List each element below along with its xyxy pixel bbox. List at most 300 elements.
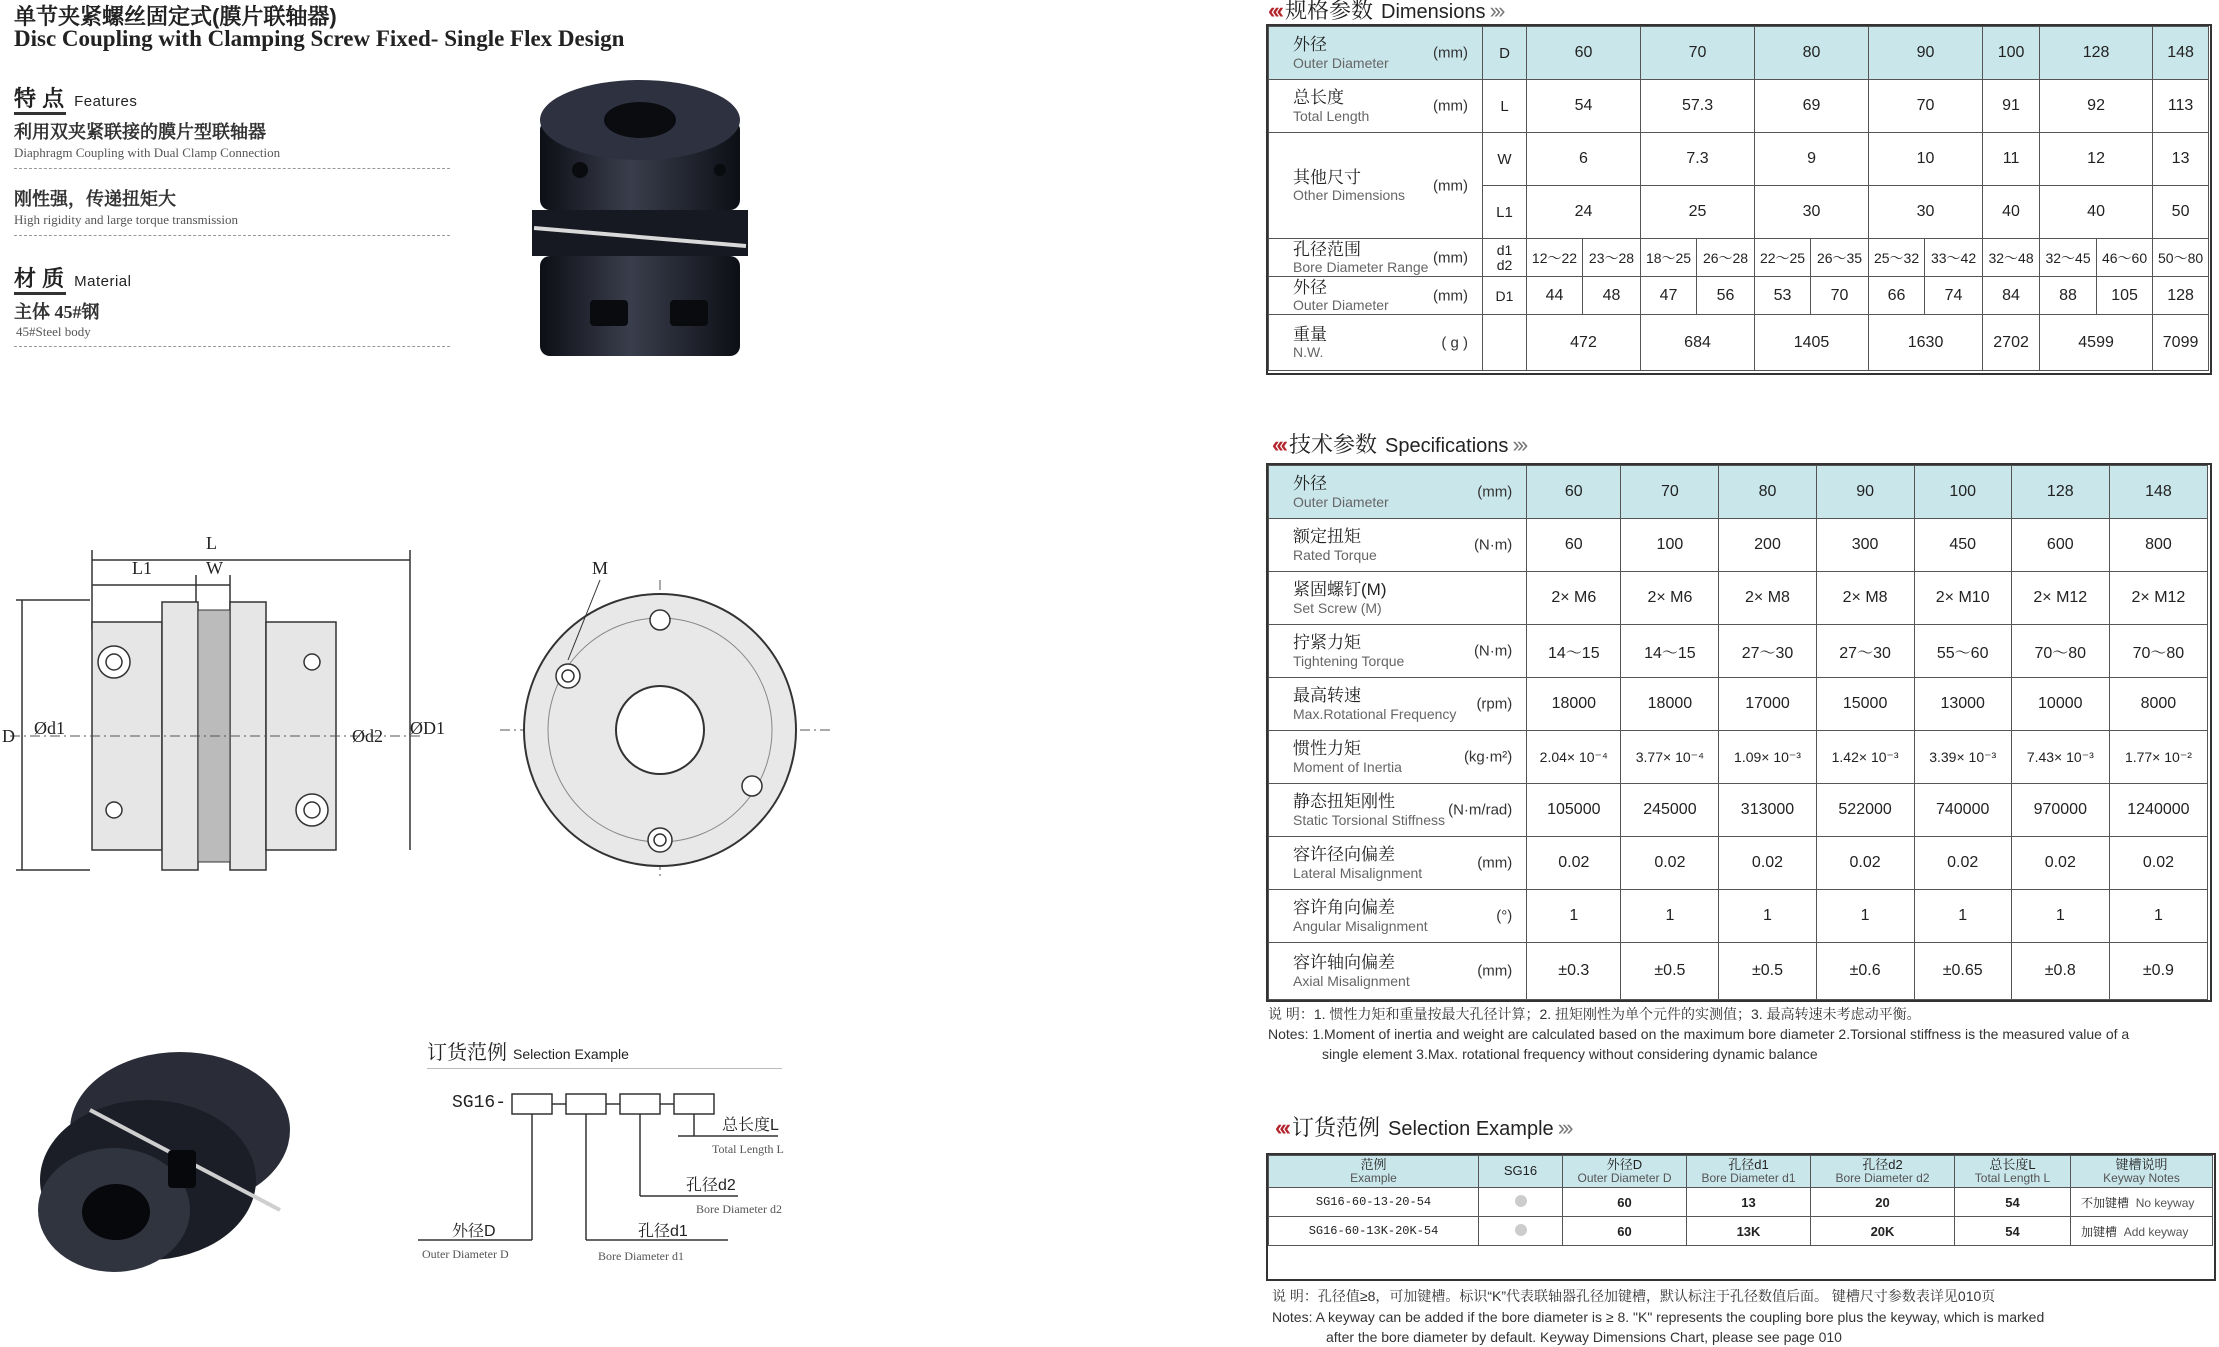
spec-cell: 245000 [1621,784,1719,837]
spec-cell: 105000 [1527,784,1621,837]
spec-label-en: Lateral Misalignment [1293,864,1423,881]
dim-bore-cell: 12～22 [1527,239,1583,277]
sel-label-d1-en: Bore Diameter d1 [598,1249,684,1263]
spec-label-cn: 额定扭矩 [1293,527,1361,547]
spec-row-label [1269,678,1527,731]
dim-D1-en: Outer Diameter [1293,297,1389,314]
sel-title-cn: 订货范例 [1291,1115,1380,1140]
dim-D1-cell: 88 [2040,277,2097,315]
spec-cell: 60 [1527,466,1621,519]
dim-length-cell: 54 [1527,80,1641,133]
spec-cell: 148 [2109,466,2207,519]
spec-cell: 70 [1621,466,1719,519]
dim-outer-sym: D [1483,27,1527,80]
dim-weight-cell: 1630 [1869,315,1983,371]
dim-length-cell: 113 [2153,80,2209,133]
dim-L1-cell: 24 [1527,186,1641,239]
spec-cell: ±0.5 [1621,943,1719,1000]
spec-cell: 2× M10 [1914,572,2011,625]
spec-cell: 70～80 [2109,625,2207,678]
dimensions-table [1268,26,2209,371]
spec-cell: 0.02 [1621,837,1719,890]
spec-label-unit: (rpm) [1476,695,1513,713]
spec-cell: 7.43× 10⁻³ [2011,731,2109,784]
spec-cell: 2× M8 [1816,572,1914,625]
dim-length-cn: 总长度 [1293,88,1344,108]
selection-row [1269,1188,2213,1217]
spec-row-label [1269,466,1527,519]
material-heading [14,262,131,293]
dim-outer-80: 80 [1755,27,1869,80]
spec-label-en: Outer Diameter [1293,493,1389,510]
dim-D1-cell: 84 [1983,277,2040,315]
dim-row-D1 [1269,277,2209,315]
dim-outer-cn: 外径 [1293,35,1327,55]
dim-outer-100: 100 [1983,27,2040,80]
sel-h-d1-cn: 孔径d1 [1728,1156,1769,1172]
spec-cell: 2.04× 10⁻⁴ [1527,731,1621,784]
dim-D1-sym: D1 [1483,277,1527,315]
sel-key-cn: 不加键槽 [2081,1195,2130,1210]
spec-cell: 1 [1816,890,1914,943]
sel-h-key-cn: 键槽说明 [2115,1156,2168,1172]
features-heading [14,82,137,113]
spec-cell: 200 [1719,519,1816,572]
dim-D1-cell: 74 [1925,277,1983,315]
dim-weight-cell: 4599 [2040,315,2153,371]
dim-other-cn: 其他尺寸 [1293,167,1361,187]
spec-cell: 1 [1719,890,1816,943]
dim-weight-cell: 684 [1641,315,1755,371]
title-en: Disc Coupling with Clamping Screw Fixed- Single Flex Design [14,26,625,51]
spec-label-en: Moment of Inertia [1293,758,1402,775]
feature-1-en: Diaphragm Coupling with Dual Clamp Connection [14,145,281,160]
spec-row [1269,784,2208,837]
dim-L1-cell: 50 [2153,186,2209,239]
sel-key-en: No keyway [2135,1195,2195,1210]
material-heading-en: Material [74,273,132,290]
spec-label-cn: 静态扭矩刚性 [1293,792,1395,812]
spec-row [1269,731,2208,784]
spec-cell: ±0.8 [2011,943,2109,1000]
dim-W-cell: 10 [1869,133,1983,186]
material-heading-cn: 材 质 [14,266,65,291]
sel-label-D-en: Outer Diameter D [422,1247,509,1261]
material-underline [14,292,66,295]
label-D: D [2,726,15,746]
spec-label-cn: 拧紧力矩 [1293,633,1361,653]
label-L1: L1 [132,558,152,578]
spec-label-unit: (N·m/rad) [1448,801,1513,819]
sel-label-d2-en: Bore Diameter d2 [696,1202,782,1216]
spec-row [1269,519,2208,572]
spec-cell: 313000 [1719,784,1816,837]
selection-left-title-cn: 订货范例 [427,1042,507,1064]
spec-label-en: Angular Misalignment [1293,917,1428,934]
sel-note-en-1 [1272,1307,2044,1327]
dimensions-title-cn: 规格参数 [1284,0,1373,23]
dimensions-arrows-right: ››› [1489,0,1503,23]
dim-D1-cell: 70 [1811,277,1869,315]
spec-cell: 128 [2011,466,2109,519]
spec-note-en-1 [1268,1024,2129,1044]
sel-example: SG16-60-13-20-54 [1269,1188,1479,1217]
dim-row-W [1269,133,2209,186]
spec-label-unit: (N·m) [1473,642,1513,660]
spec-title-cn: 技术参数 [1288,432,1377,457]
spec-cell: 3.77× 10⁻⁴ [1621,731,1719,784]
label-d1: Ød1 [34,718,65,738]
label-M: M [592,558,609,578]
spec-cell: 800 [2109,519,2207,572]
features-heading-cn: 特 点 [14,86,65,111]
spec-cell: 17000 [1719,678,1816,731]
dim-bore-sym1: d1 [1496,241,1513,258]
dim-outer-60: 60 [1527,27,1641,80]
dim-D1-cn: 外径 [1293,277,1327,297]
spec-cell: 1 [2011,890,2109,943]
dim-bore-cell: 32～45 [2040,239,2097,277]
dim-bore-cell: 25～32 [1869,239,1925,277]
sel-note-label: Notes: [1272,1309,1313,1325]
sel-h-example-en: Example [1350,1171,1397,1186]
spec-label-unit: (°) [1496,907,1513,925]
spec-row [1269,625,2208,678]
dim-W-cell: 6 [1527,133,1641,186]
dim-length-cell: 92 [2040,80,2153,133]
dim-D1-cell: 44 [1527,277,1583,315]
selection-left-title [427,1036,629,1065]
spec-cell: 2× M12 [2011,572,2109,625]
dim-bore-cell: 46～60 [2097,239,2153,277]
spec-label-cn: 最高转速 [1293,686,1361,706]
label-d2: Ød2 [352,726,383,746]
sel-label-d1-cn: 孔径d1 [638,1223,688,1240]
spec-row-label [1269,890,1527,943]
dim-bore-cell: 50～80 [2153,239,2209,277]
dim-bore-cell: 18～25 [1641,239,1697,277]
dimensions-heading [1268,0,1502,25]
dim-weight-cell: 472 [1527,315,1641,371]
spec-cell: 740000 [1914,784,2011,837]
dim-outer-128: 128 [2040,27,2153,80]
sel-d2: 20 [1811,1188,1955,1217]
spec-label-unit: (kg·m²) [1463,748,1513,766]
coupling-photo-angled [30,1040,300,1280]
sel-D: 60 [1563,1217,1687,1246]
sel-d1: 13K [1687,1217,1811,1246]
spec-row [1269,837,2208,890]
dim-length-cell: 91 [1983,80,2040,133]
label-W: W [206,558,223,578]
feature-2-en: High rigidity and large torque transmission [14,212,238,227]
selection-code: SG16- [452,1093,507,1113]
sel-d2: 20K [1811,1217,1955,1246]
feature-2-cn: 刚性强，传递扭矩大 [14,189,176,209]
spec-row-label [1269,519,1527,572]
spec-cell: ±0.65 [1914,943,2011,1000]
sel-key-en: Add keyway [2123,1224,2189,1239]
material-cn: 主体 45#钢 [14,302,100,322]
dim-other-en: Other Dimensions [1293,187,1406,204]
dim-L1-sym: L1 [1483,186,1527,239]
spec-label-en: Set Screw (M) [1293,599,1382,616]
dim-length-unit: (mm) [1433,97,1468,115]
dim-D1-cell: 66 [1869,277,1925,315]
dim-outer-90: 90 [1869,27,1983,80]
spec-cell: 1.42× 10⁻³ [1816,731,1914,784]
feature-1-cn: 利用双夹紧联接的膜片型联轴器 [14,122,266,142]
dim-outer-unit: (mm) [1433,44,1468,62]
spec-cell: 1 [1914,890,2011,943]
label-L: L [206,533,217,553]
selection-left-title-en: Selection Example [513,1046,629,1062]
dim-outer-en: Outer Diameter [1293,54,1389,71]
sel-h-key-en: Keyway Notes [2103,1171,2180,1186]
sel-h-example-cn: 范例 [1360,1156,1387,1172]
sel-dot [1515,1224,1527,1236]
spec-cell: 0.02 [2109,837,2207,890]
spec-label-unit: (mm) [1477,483,1513,501]
features-underline [14,112,66,115]
spec-cell: 1 [2109,890,2207,943]
spec-row-label [1269,625,1527,678]
dim-row-bore [1269,239,2209,277]
spec-cell: ±0.9 [2109,943,2207,1000]
sel-note-cn: 说 明：孔径值≥8，可加键槽。标识“K”代表联轴器孔径加键槽，默认标注于孔径数值后面。 键槽尺寸参数表详见010页 [1272,1288,1996,1304]
spec-cell: 100 [1914,466,2011,519]
sel-h-D-en: Outer Diameter D [1577,1171,1672,1186]
sel-dot [1515,1195,1527,1207]
spec-cell: 1240000 [2109,784,2207,837]
spec-note-en-line2: single element 3.Max. rotational frequency without considering dynamic balance [1322,1046,1818,1062]
sel-L: 54 [1955,1217,2071,1246]
spec-cell: 100 [1621,519,1719,572]
selection-right-heading [1275,1111,1571,1142]
spec-row-label [1269,731,1527,784]
spec-label-en: Tightening Torque [1293,652,1405,669]
spec-arrows-right: ››› [1512,432,1526,457]
sel-arrows-right: ››› [1557,1115,1571,1140]
spec-cell: 1 [1527,890,1621,943]
sel-title-en: Selection Example [1388,1118,1554,1140]
dim-W-cell: 7.3 [1641,133,1755,186]
spec-cell: 0.02 [1719,837,1816,890]
spec-note-label: Notes: [1268,1026,1309,1042]
specifications-table [1268,465,2208,1000]
spec-cell: 450 [1914,519,2011,572]
dim-other-unit: (mm) [1433,176,1468,194]
material-en: 45#Steel body [16,324,91,339]
spec-row-label [1269,943,1527,1000]
dim-bore-cell: 22～25 [1755,239,1811,277]
spec-cell: 60 [1527,519,1621,572]
spec-cell: 55～60 [1914,625,2011,678]
dim-bore-sym2: d2 [1496,256,1513,273]
spec-label-cn: 容许径向偏差 [1293,845,1395,865]
coupling-photo [520,60,760,370]
dim-row-outer [1269,27,2209,80]
spec-cell: 522000 [1816,784,1914,837]
specifications-heading [1272,428,1525,459]
spec-cell: 18000 [1621,678,1719,731]
dim-bore-unit: (mm) [1433,248,1468,266]
spec-label-en: Max.Rotational Frequency [1293,705,1457,722]
dim-bore-cell: 26～28 [1697,239,1755,277]
spec-label-en: Static Torsional Stiffness [1293,811,1446,828]
spec-note-en-line1: 1.Moment of inertia and weight are calculated based on the maximum bore diameter 2.Torsional stiffness is the measured value of a [1312,1026,2130,1042]
spec-cell: 27～30 [1816,625,1914,678]
sel-L: 54 [1955,1188,2071,1217]
spec-cell: ±0.5 [1719,943,1816,1000]
spec-cell: 0.02 [2011,837,2109,890]
dim-length-sym: L [1483,80,1527,133]
spec-cell: 0.02 [1527,837,1621,890]
spec-cell: 18000 [1527,678,1621,731]
spec-cell: 15000 [1816,678,1914,731]
spec-cell: 970000 [2011,784,2109,837]
spec-cell: 70～80 [2011,625,2109,678]
spec-cell: 2× M6 [1621,572,1719,625]
sel-label-L-en: Total Length L [712,1142,784,1156]
sel-h-L-en: Total Length L [1974,1171,2051,1186]
spec-label-unit: (mm) [1477,854,1513,872]
dim-W-sym: W [1483,133,1527,186]
spec-cell: 10000 [2011,678,2109,731]
dimensions-arrows-left: ‹‹‹ [1268,0,1281,23]
dim-weight-en: N.W. [1293,344,1324,361]
dim-length-cell: 69 [1755,80,1869,133]
dim-D1-cell: 56 [1697,277,1755,315]
dim-W-cell: 13 [2153,133,2209,186]
spec-label-cn: 容许角向偏差 [1293,898,1395,918]
spec-cell: ±0.6 [1816,943,1914,1000]
spec-cell: 27～30 [1719,625,1816,678]
dim-weight-unit: ( g ) [1441,333,1468,351]
dim-bore-cell: 32～48 [1983,239,2040,277]
dim-bore-cell: 23～28 [1583,239,1641,277]
spec-cell: 13000 [1914,678,2011,731]
features-heading-en: Features [74,93,138,110]
dim-length-cell: 57.3 [1641,80,1755,133]
selection-header-row [1269,1156,2213,1188]
spec-row [1269,572,2208,625]
dim-L1-cell: 40 [1983,186,2040,239]
spec-row-label [1269,572,1527,625]
dim-length-cell: 70 [1869,80,1983,133]
dim-L1-cell: 30 [1869,186,1983,239]
dim-L1-cell: 30 [1755,186,1869,239]
spec-cell: 14～15 [1621,625,1719,678]
front-view-drawing [500,560,830,890]
spec-cell: 2× M12 [2109,572,2207,625]
spec-cell: 2× M8 [1719,572,1816,625]
dim-bore-cn: 孔径范围 [1293,239,1361,259]
spec-row [1269,890,2208,943]
dim-W-cell: 11 [1983,133,2040,186]
sel-h-D-cn: 外径D [1606,1156,1643,1172]
sel-arrows-left: ‹‹‹ [1275,1115,1288,1140]
dim-W-cell: 9 [1755,133,1869,186]
spec-cell: 0.02 [1816,837,1914,890]
spec-cell: 2× M6 [1527,572,1621,625]
dim-D1-unit: (mm) [1433,286,1468,304]
spec-row-label [1269,837,1527,890]
spec-title-en: Specifications [1385,435,1509,457]
sel-label-d2-cn: 孔径d2 [686,1177,736,1194]
dim-weight-cell: 1405 [1755,315,1869,371]
dim-bore-cell: 26～35 [1811,239,1869,277]
sel-d1: 13 [1687,1188,1811,1217]
spec-cell: 8000 [2109,678,2207,731]
sel-h-d2-en: Bore Diameter d2 [1835,1171,1930,1186]
spec-label-unit: (mm) [1477,962,1513,980]
title-cn: 单节夹紧螺丝固定式(膜片联轴器) [14,4,337,29]
spec-label-cn: 惯性力矩 [1293,739,1361,759]
dim-row-weight [1269,315,2209,371]
sel-key-cn: 加键槽 [2081,1224,2118,1239]
dim-L1-cell: 40 [2040,186,2153,239]
divider [14,235,450,236]
dim-D1-cell: 53 [1755,277,1811,315]
sel-note-en-line2: after the bore diameter by default. Keyway Dimensions Chart, please see page 010 [1326,1329,1842,1345]
spec-row [1269,678,2208,731]
spec-cell: 14～15 [1527,625,1621,678]
sel-label-L-cn: 总长度L [722,1117,779,1134]
spec-cell: 300 [1816,519,1914,572]
side-view-drawing [0,530,430,890]
spec-note-cn: 说 明：1. 惯性力矩和重量按最大孔径计算；2. 扭矩刚性为单个元件的实测值；3. 最高转速未考虑动平衡。 [1268,1006,1921,1022]
spec-cell: 1 [1621,890,1719,943]
dim-length-en: Total Length [1293,107,1370,124]
sel-h-sg16: SG16 [1503,1163,1538,1179]
spec-label-en: Rated Torque [1293,546,1377,563]
spec-cell: 1.09× 10⁻³ [1719,731,1816,784]
spec-cell: 0.02 [1914,837,2011,890]
spec-label-unit: (N·m) [1473,536,1513,554]
dim-D1-cell: 128 [2153,277,2209,315]
sel-D: 60 [1563,1188,1687,1217]
dim-D1-cell: 48 [1583,277,1641,315]
sel-label-D-cn: 外径D [452,1223,496,1240]
spec-label-cn: 外径 [1293,474,1327,494]
sel-example: SG16-60-13K-20K-54 [1269,1217,1479,1246]
dim-L1-cell: 25 [1641,186,1755,239]
dim-weight-cell: 7099 [2153,315,2209,371]
dim-row-length [1269,80,2209,133]
dim-W-cell: 12 [2040,133,2153,186]
spec-cell: 1.77× 10⁻² [2109,731,2207,784]
selection-row [1269,1217,2213,1246]
spec-cell: ±0.3 [1527,943,1621,1000]
dim-weight-cn: 重量 [1293,324,1327,344]
dim-D1-cell: 47 [1641,277,1697,315]
divider [427,1068,782,1069]
dim-outer-70: 70 [1641,27,1755,80]
spec-cell: 3.39× 10⁻³ [1914,731,2011,784]
spec-cell: 90 [1816,466,1914,519]
divider [14,346,450,347]
label-D1: ØD1 [410,718,445,738]
selection-table [1268,1155,2213,1246]
spec-cell: 600 [2011,519,2109,572]
dim-outer-148: 148 [2153,27,2209,80]
spec-label-en: Axial Misalignment [1293,972,1410,989]
divider [14,168,450,169]
dim-bore-cell: 33～42 [1925,239,1983,277]
spec-row [1269,466,2208,519]
spec-label-cn: 紧固螺钉(M) [1293,580,1387,600]
